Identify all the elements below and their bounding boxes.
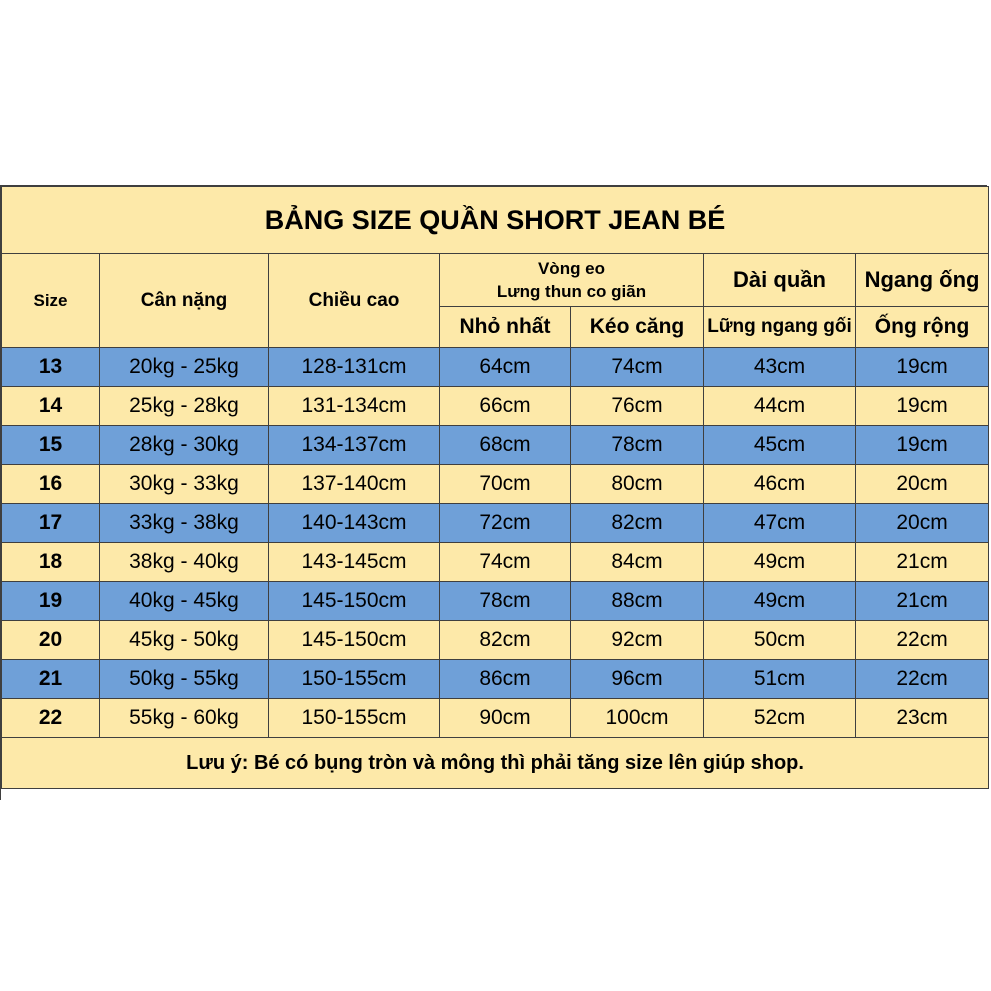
table-row — [2, 621, 989, 660]
header-length: Dài quần — [704, 254, 856, 307]
cell-waist-stretch: 80cm — [571, 465, 704, 504]
header-height: Chiều cao — [269, 254, 440, 348]
header-waist-stretch: Kéo căng — [571, 307, 704, 348]
cell-height: 140-143cm — [269, 504, 440, 543]
size-chart — [0, 185, 987, 800]
note-text: Lưu ý: Bé có bụng tròn và mông thì phải tăng size lên giúp shop. — [2, 738, 989, 789]
cell-length: 49cm — [704, 582, 856, 621]
cell-waist-min: 74cm — [440, 543, 571, 582]
title-row — [2, 187, 989, 254]
cell-waist-stretch: 96cm — [571, 660, 704, 699]
header-leg: Ngang ống — [856, 254, 989, 307]
cell-leg: 22cm — [856, 621, 989, 660]
cell-waist-stretch: 82cm — [571, 504, 704, 543]
cell-leg: 20cm — [856, 504, 989, 543]
cell-height: 131-134cm — [269, 387, 440, 426]
header-waist — [440, 254, 704, 307]
cell-waist-min: 78cm — [440, 582, 571, 621]
cell-waist-min: 82cm — [440, 621, 571, 660]
cell-waist-min: 86cm — [440, 660, 571, 699]
cell-waist-min: 90cm — [440, 699, 571, 738]
header-waist-min: Nhỏ nhất — [440, 307, 571, 348]
cell-weight: 55kg - 60kg — [100, 699, 269, 738]
note-row — [2, 738, 989, 789]
cell-waist-stretch: 92cm — [571, 621, 704, 660]
cell-length: 46cm — [704, 465, 856, 504]
cell-length: 44cm — [704, 387, 856, 426]
table-row — [2, 660, 989, 699]
cell-weight: 33kg - 38kg — [100, 504, 269, 543]
cell-leg: 21cm — [856, 582, 989, 621]
cell-size: 18 — [2, 543, 100, 582]
cell-size: 17 — [2, 504, 100, 543]
cell-height: 145-150cm — [269, 621, 440, 660]
cell-weight: 50kg - 55kg — [100, 660, 269, 699]
cell-weight: 38kg - 40kg — [100, 543, 269, 582]
cell-height: 145-150cm — [269, 582, 440, 621]
cell-length: 52cm — [704, 699, 856, 738]
cell-weight: 30kg - 33kg — [100, 465, 269, 504]
cell-weight: 45kg - 50kg — [100, 621, 269, 660]
header-waist-line2: Lưng thun co giãn — [496, 282, 647, 301]
cell-waist-stretch: 100cm — [571, 699, 704, 738]
cell-waist-min: 70cm — [440, 465, 571, 504]
table-row — [2, 387, 989, 426]
cell-height: 150-155cm — [269, 699, 440, 738]
cell-height: 137-140cm — [269, 465, 440, 504]
cell-size: 22 — [2, 699, 100, 738]
cell-waist-stretch: 78cm — [571, 426, 704, 465]
size-table — [1, 186, 989, 789]
table-row — [2, 543, 989, 582]
cell-weight: 40kg - 45kg — [100, 582, 269, 621]
header-size: Size — [2, 254, 100, 348]
cell-weight: 20kg - 25kg — [100, 348, 269, 387]
cell-waist-min: 66cm — [440, 387, 571, 426]
cell-length: 43cm — [704, 348, 856, 387]
cell-weight: 28kg - 30kg — [100, 426, 269, 465]
cell-leg: 22cm — [856, 660, 989, 699]
cell-height: 143-145cm — [269, 543, 440, 582]
cell-weight: 25kg - 28kg — [100, 387, 269, 426]
cell-size: 15 — [2, 426, 100, 465]
cell-waist-min: 68cm — [440, 426, 571, 465]
chart-title: BẢNG SIZE QUẦN SHORT JEAN BÉ — [2, 187, 989, 254]
cell-length: 49cm — [704, 543, 856, 582]
cell-height: 150-155cm — [269, 660, 440, 699]
cell-waist-min: 64cm — [440, 348, 571, 387]
cell-size: 19 — [2, 582, 100, 621]
cell-length: 50cm — [704, 621, 856, 660]
header-leg-sub: Ống rộng — [856, 307, 989, 348]
table-row — [2, 699, 989, 738]
cell-leg: 19cm — [856, 387, 989, 426]
table-row — [2, 348, 989, 387]
cell-length: 51cm — [704, 660, 856, 699]
cell-size: 20 — [2, 621, 100, 660]
header-length-sub: Lững ngang gối — [704, 307, 856, 348]
cell-size: 16 — [2, 465, 100, 504]
cell-leg: 19cm — [856, 348, 989, 387]
table-row — [2, 465, 989, 504]
cell-size: 21 — [2, 660, 100, 699]
header-waist-line1: Vòng eo — [537, 259, 606, 278]
cell-leg: 20cm — [856, 465, 989, 504]
cell-leg: 21cm — [856, 543, 989, 582]
cell-waist-min: 72cm — [440, 504, 571, 543]
header-row-1 — [2, 254, 989, 307]
cell-height: 134-137cm — [269, 426, 440, 465]
cell-waist-stretch: 76cm — [571, 387, 704, 426]
table-row — [2, 504, 989, 543]
table-row — [2, 426, 989, 465]
cell-leg: 19cm — [856, 426, 989, 465]
cell-height: 128-131cm — [269, 348, 440, 387]
cell-leg: 23cm — [856, 699, 989, 738]
cell-length: 45cm — [704, 426, 856, 465]
table-row — [2, 582, 989, 621]
cell-waist-stretch: 88cm — [571, 582, 704, 621]
header-weight: Cân nặng — [100, 254, 269, 348]
cell-waist-stretch: 84cm — [571, 543, 704, 582]
cell-size: 14 — [2, 387, 100, 426]
cell-waist-stretch: 74cm — [571, 348, 704, 387]
cell-length: 47cm — [704, 504, 856, 543]
cell-size: 13 — [2, 348, 100, 387]
